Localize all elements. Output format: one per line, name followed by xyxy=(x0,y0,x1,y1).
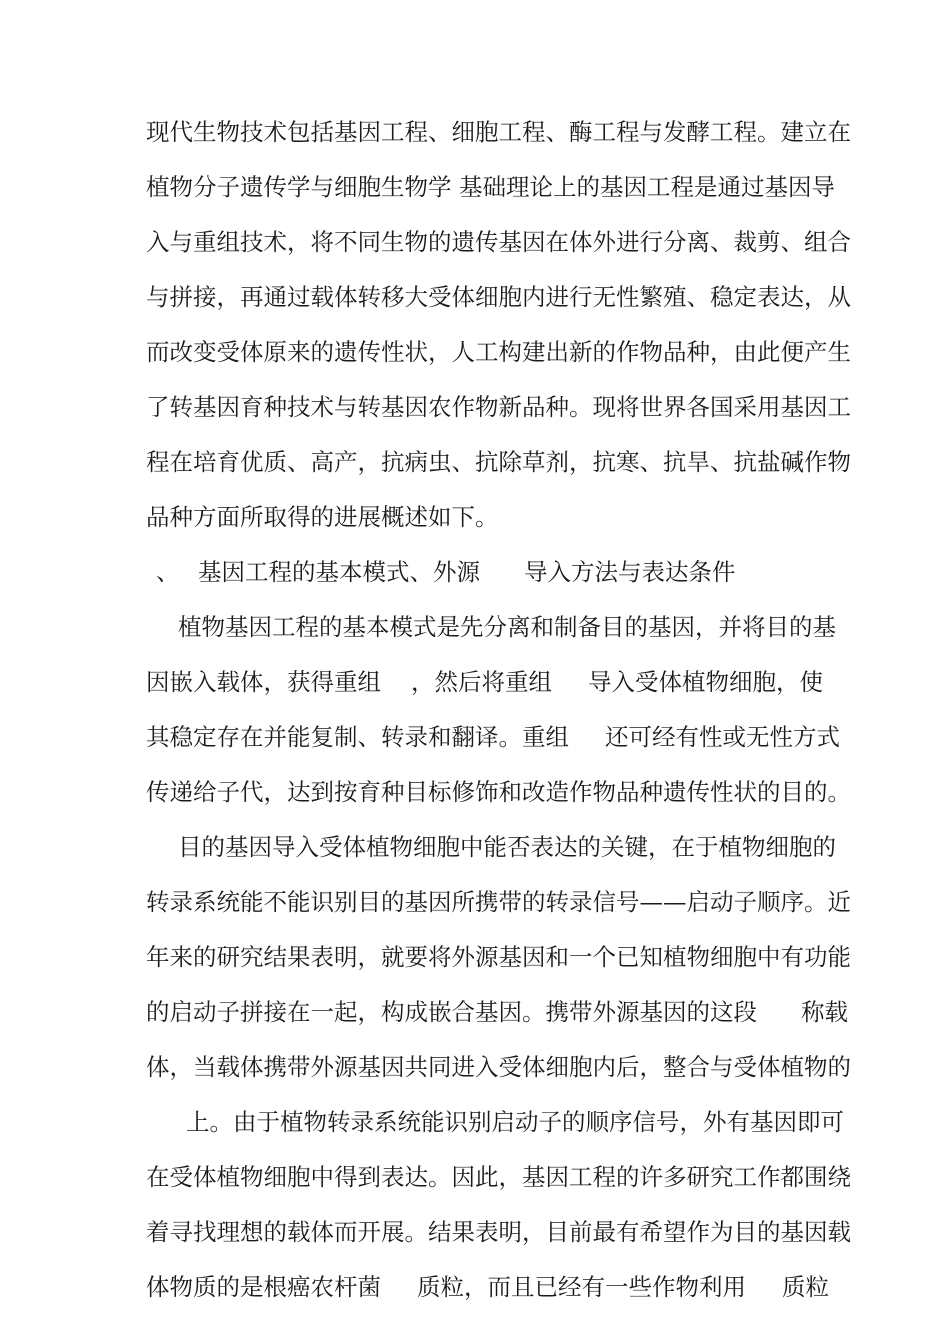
paragraph-1-line-6: 了转基因育种技术与转基因农作物新品种。现将世界各国采用基因工 xyxy=(146,393,851,421)
paragraph-1-line-7: 程在培育优质、高产，抗病虫、抗除草剂，抗寒、抗旱、抗盐碱作物 xyxy=(146,448,851,476)
text-span: 因嵌入载体，获得重组 xyxy=(146,668,381,696)
paragraph-2-line-1: 植物基因工程的基本模式是先分离和制备目的基因，并将目的基 xyxy=(178,613,836,641)
text-span: 体物质的是根癌农杆菌 xyxy=(146,1273,381,1301)
section-heading xyxy=(146,558,810,586)
paragraph-2-line-4: 传递给子代，达到按育种目标修饰和改造作物品种遗传性状的目的。 xyxy=(146,778,851,806)
heading-part-1: 基因工程的基本模式、外源 xyxy=(198,558,480,586)
paragraph-3-line-6: 上。由于植物转录系统能识别启动子的顺序信号，外有基因即可 xyxy=(186,1108,844,1136)
text-span: 的启动子拼接在一起，构成嵌合基因。携带外源基因的这段 xyxy=(146,998,757,1026)
paragraph-2-line-3 xyxy=(146,723,840,751)
paragraph-1-line-8: 品种方面所取得的进展概述如下。 xyxy=(146,503,499,531)
text-span: 还可经有性或无性方式 xyxy=(605,723,840,751)
text-span: 导入受体植物细胞，使 xyxy=(588,668,823,696)
paragraph-3-line-8: 着寻找理想的载体而开展。结果表明，目前最有希望作为目的基因载 xyxy=(146,1218,851,1246)
paragraph-1-line-2: 植物分子遗传学与细胞生物学 基础理论上的基因工程是通过基因导 xyxy=(146,173,835,201)
paragraph-1-line-1: 现代生物技术包括基因工程、细胞工程、酶工程与发酵工程。建立在 xyxy=(146,118,851,146)
paragraph-3-line-2: 转录系统能不能识别目的基因所携带的转录信号——启动子顺序。近 xyxy=(146,888,851,916)
text-span: 质粒，而且已经有一些作物利用 xyxy=(417,1273,746,1301)
paragraph-3-line-3: 年来的研究结果表明，就要将外源基因和一个已知植物细胞中有功能 xyxy=(146,943,851,971)
text-span: ，然后将重组 xyxy=(411,668,552,696)
paragraph-3-line-1: 目的基因导入受体植物细胞中能否表达的关键，在于植物细胞的 xyxy=(178,833,836,861)
paragraph-1-line-4: 与拼接，再通过载体转移大受体细胞内进行无性繁殖、稳定表达，从 xyxy=(146,283,851,311)
paragraph-3-line-4 xyxy=(146,998,848,1026)
paragraph-3-line-7: 在受体植物细胞中得到表达。因此，基因工程的许多研究工作都围绕 xyxy=(146,1163,851,1191)
heading-part-2: 导入方法与表达条件 xyxy=(524,558,736,586)
paragraph-1-line-5: 而改变受体原来的遗传性状，人工构建出新的作物品种，由此便产生 xyxy=(146,338,851,366)
paragraph-3-line-9 xyxy=(146,1273,829,1301)
text-span: 称载 xyxy=(801,998,848,1026)
text-span: 其稳定存在并能复制、转录和翻译。重组 xyxy=(146,723,569,751)
text-span: 质粒 xyxy=(782,1273,829,1301)
heading-mark: 、 xyxy=(156,558,180,586)
paragraph-1-line-3: 入与重组技术，将不同生物的遗传基因在体外进行分离、裁剪、组合 xyxy=(146,228,851,256)
paragraph-3-line-5: 体，当载体携带外源基因共同进入受体细胞内后，整合与受体植物的 xyxy=(146,1053,851,1081)
paragraph-2-line-2 xyxy=(146,668,823,696)
